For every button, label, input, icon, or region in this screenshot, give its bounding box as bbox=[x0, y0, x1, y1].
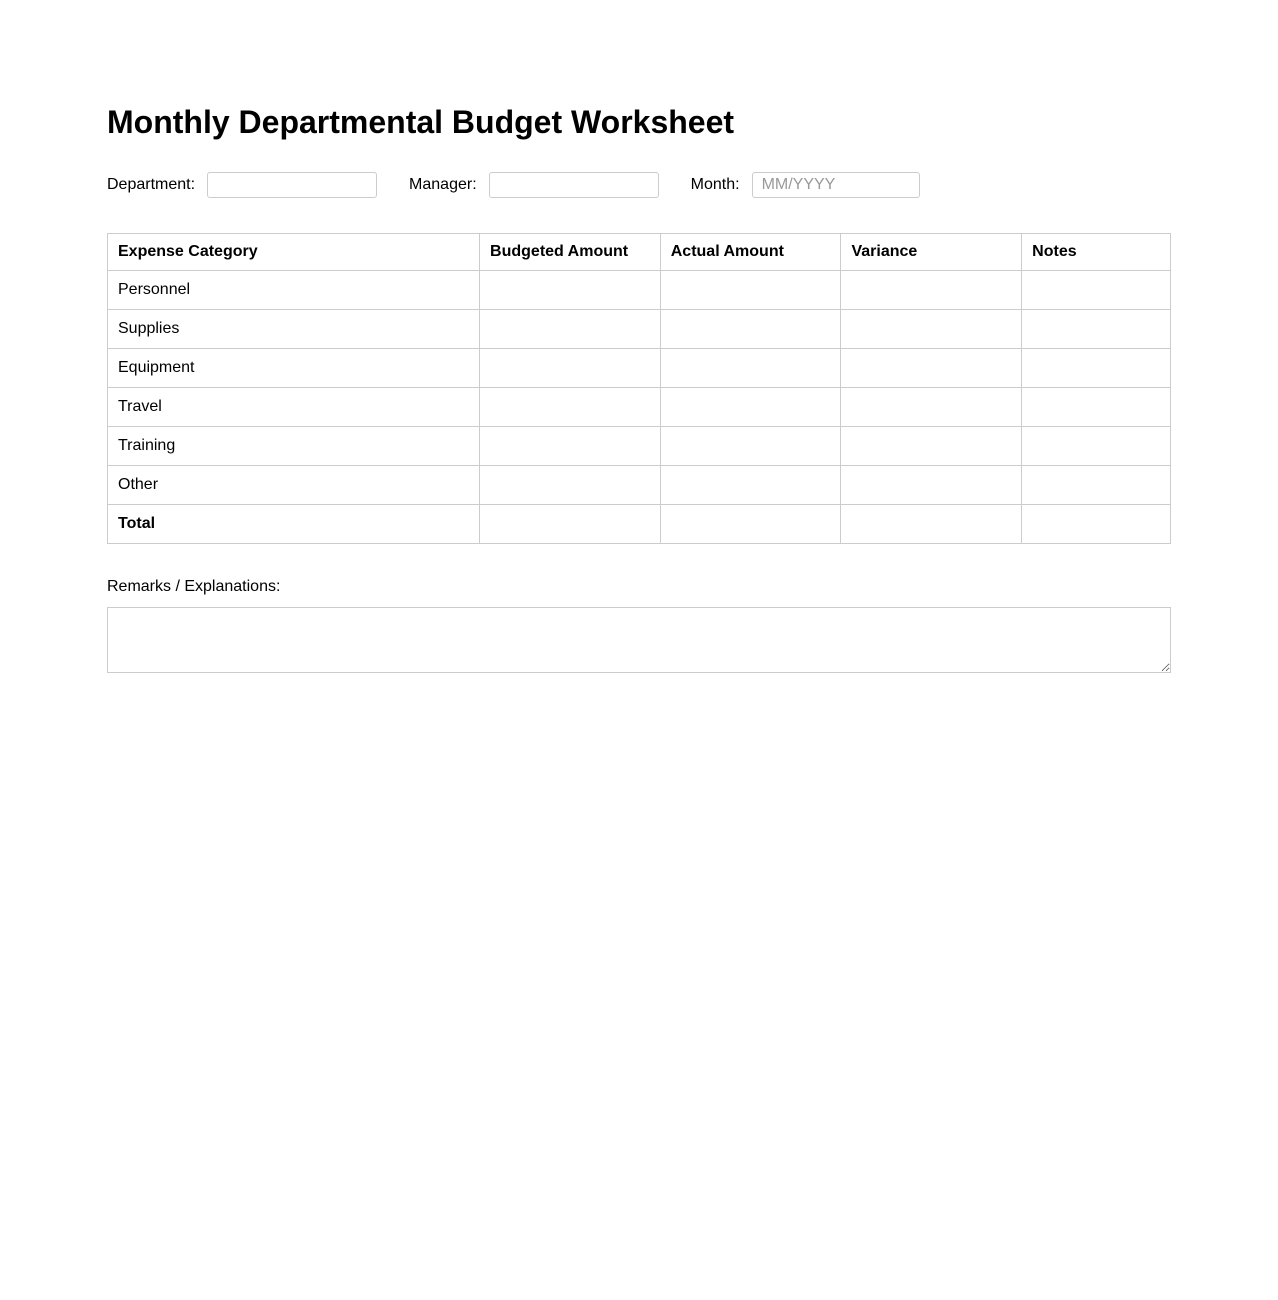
table-cell bbox=[1022, 387, 1171, 426]
table-cell bbox=[1022, 504, 1171, 543]
table-cell bbox=[660, 309, 841, 348]
table-cell bbox=[841, 270, 1022, 309]
table-cell bbox=[660, 426, 841, 465]
table-cell bbox=[1022, 270, 1171, 309]
table-cell bbox=[841, 504, 1022, 543]
row-label: Total bbox=[108, 504, 480, 543]
col-header-expense-category: Expense Category bbox=[108, 233, 480, 270]
table-row bbox=[108, 465, 1171, 504]
table-cell bbox=[660, 270, 841, 309]
table-row bbox=[108, 387, 1171, 426]
table-cell bbox=[480, 387, 661, 426]
table-cell bbox=[1022, 465, 1171, 504]
table-header-row bbox=[108, 233, 1171, 270]
table-cell bbox=[480, 426, 661, 465]
table-row bbox=[108, 309, 1171, 348]
manager-label: Manager: bbox=[409, 175, 477, 193]
department-input[interactable] bbox=[207, 172, 377, 198]
month-label: Month: bbox=[690, 175, 740, 193]
table-cell bbox=[660, 504, 841, 543]
table-cell bbox=[480, 270, 661, 309]
month-input[interactable] bbox=[752, 172, 920, 198]
table-cell bbox=[841, 426, 1022, 465]
table-cell bbox=[480, 348, 661, 387]
row-label: Supplies bbox=[108, 309, 480, 348]
worksheet-page bbox=[107, 0, 1171, 678]
table-cell bbox=[841, 348, 1022, 387]
row-label: Other bbox=[108, 465, 480, 504]
col-header-budgeted-amount: Budgeted Amount bbox=[480, 233, 661, 270]
month-field bbox=[691, 172, 920, 198]
row-label: Personnel bbox=[108, 270, 480, 309]
col-header-actual-amount: Actual Amount bbox=[660, 233, 841, 270]
table-row-total bbox=[108, 504, 1171, 543]
header-form-row bbox=[107, 172, 1171, 198]
table-cell bbox=[480, 309, 661, 348]
table-cell bbox=[1022, 309, 1171, 348]
table-cell bbox=[1022, 348, 1171, 387]
remarks-label: Remarks / Explanations: bbox=[107, 577, 281, 595]
table-row bbox=[108, 270, 1171, 309]
col-header-notes: Notes bbox=[1022, 233, 1171, 270]
col-header-variance: Variance bbox=[841, 233, 1022, 270]
table-cell bbox=[841, 309, 1022, 348]
table-cell bbox=[660, 465, 841, 504]
table-row bbox=[108, 426, 1171, 465]
table-cell bbox=[841, 465, 1022, 504]
table-cell bbox=[841, 387, 1022, 426]
manager-input[interactable] bbox=[489, 172, 659, 198]
page-title: Monthly Departmental Budget Worksheet bbox=[107, 104, 735, 140]
row-label: Equipment bbox=[108, 348, 480, 387]
table-cell bbox=[1022, 426, 1171, 465]
budget-table bbox=[107, 233, 1171, 544]
table-cell bbox=[480, 465, 661, 504]
manager-field bbox=[409, 172, 659, 198]
department-field bbox=[107, 172, 377, 198]
row-label: Training bbox=[108, 426, 480, 465]
table-row bbox=[108, 348, 1171, 387]
table-cell bbox=[660, 387, 841, 426]
table-cell bbox=[660, 348, 841, 387]
remarks-textarea[interactable] bbox=[107, 607, 1171, 673]
table-cell bbox=[480, 504, 661, 543]
row-label: Travel bbox=[108, 387, 480, 426]
department-label: Department: bbox=[107, 175, 196, 193]
